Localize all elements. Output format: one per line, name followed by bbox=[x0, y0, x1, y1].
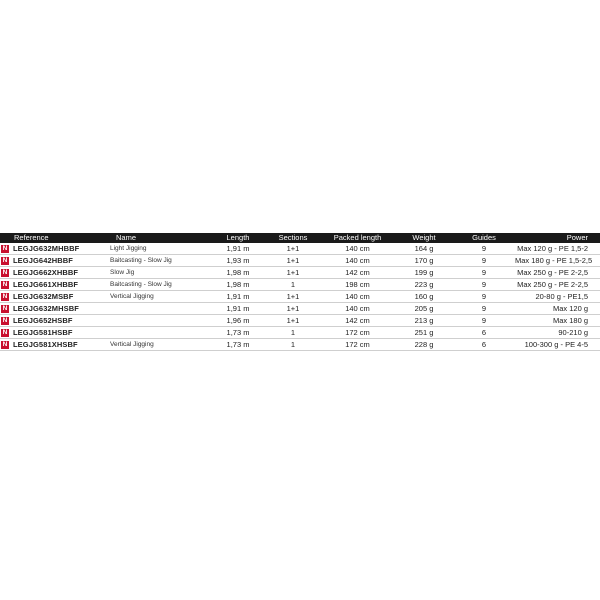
new-badge: N bbox=[2, 293, 8, 301]
reference-code: LEGJG581XHSBF bbox=[13, 340, 78, 349]
cell-reference bbox=[0, 339, 110, 351]
cell-length: 1,93 m bbox=[210, 255, 266, 267]
cell-name: Light Jigging bbox=[110, 243, 210, 255]
cell-reference bbox=[0, 267, 110, 279]
reference-code: LEGJG632MHBBF bbox=[13, 244, 80, 253]
table-row bbox=[0, 315, 600, 327]
cell-packed-length: 198 cm bbox=[320, 279, 395, 291]
cell-weight: 160 g bbox=[395, 291, 453, 303]
cell-power: Max 250 g - PE 2-2,5 bbox=[515, 279, 600, 291]
table-row bbox=[0, 267, 600, 279]
cell-length: 1,91 m bbox=[210, 243, 266, 255]
cell-packed-length: 172 cm bbox=[320, 339, 395, 351]
new-badge: N bbox=[2, 305, 8, 313]
cell-packed-length: 142 cm bbox=[320, 315, 395, 327]
reference-code: LEGJG581HSBF bbox=[13, 328, 73, 337]
cell-power: 90-210 g bbox=[515, 327, 600, 339]
cell-power: Max 120 g - PE 1,5-2 bbox=[515, 243, 600, 255]
reference-code: LEGJG652HSBF bbox=[13, 316, 73, 325]
table-row bbox=[0, 291, 600, 303]
header-power: Power bbox=[515, 233, 600, 243]
cell-reference bbox=[0, 303, 110, 315]
table-row bbox=[0, 303, 600, 315]
cell-power: Max 180 g bbox=[515, 315, 600, 327]
header-name: Name bbox=[110, 233, 210, 243]
product-spec-table bbox=[0, 233, 600, 351]
cell-guides: 9 bbox=[453, 267, 515, 279]
cell-name bbox=[110, 303, 210, 315]
table-row bbox=[0, 327, 600, 339]
cell-power: Max 120 g bbox=[515, 303, 600, 315]
cell-weight: 205 g bbox=[395, 303, 453, 315]
new-badge: N bbox=[2, 341, 8, 349]
cell-guides: 6 bbox=[453, 339, 515, 351]
cell-reference bbox=[0, 243, 110, 255]
cell-sections: 1 bbox=[266, 279, 320, 291]
cell-length: 1,96 m bbox=[210, 315, 266, 327]
cell-weight: 251 g bbox=[395, 327, 453, 339]
cell-guides: 9 bbox=[453, 279, 515, 291]
cell-length: 1,73 m bbox=[210, 327, 266, 339]
header-guides: Guides bbox=[453, 233, 515, 243]
cell-packed-length: 140 cm bbox=[320, 243, 395, 255]
cell-name: Vertical Jigging bbox=[110, 339, 210, 351]
cell-name: Baitcasting - Slow Jig bbox=[110, 279, 210, 291]
new-badge: N bbox=[2, 245, 8, 253]
cell-power: 20-80 g - PE1,5 bbox=[515, 291, 600, 303]
cell-guides: 6 bbox=[453, 327, 515, 339]
cell-name bbox=[110, 315, 210, 327]
cell-name: Baitcasting - Slow Jig bbox=[110, 255, 210, 267]
header-reference: Reference bbox=[0, 233, 110, 243]
header-weight: Weight bbox=[395, 233, 453, 243]
reference-code: LEGJG632MSBF bbox=[13, 292, 74, 301]
cell-guides: 9 bbox=[453, 243, 515, 255]
table-row bbox=[0, 279, 600, 291]
cell-length: 1,91 m bbox=[210, 303, 266, 315]
reference-code: LEGJG662XHBBF bbox=[13, 268, 79, 277]
cell-sections: 1+1 bbox=[266, 291, 320, 303]
cell-packed-length: 140 cm bbox=[320, 255, 395, 267]
cell-sections: 1+1 bbox=[266, 255, 320, 267]
new-badge: N bbox=[2, 317, 8, 325]
cell-reference bbox=[0, 255, 110, 267]
table-row bbox=[0, 339, 600, 351]
cell-packed-length: 142 cm bbox=[320, 267, 395, 279]
cell-length: 1,73 m bbox=[210, 339, 266, 351]
new-badge: N bbox=[2, 257, 8, 265]
cell-sections: 1+1 bbox=[266, 267, 320, 279]
cell-guides: 9 bbox=[453, 315, 515, 327]
header-row bbox=[0, 233, 600, 243]
cell-sections: 1+1 bbox=[266, 315, 320, 327]
cell-power: Max 180 g - PE 1,5-2,5 bbox=[515, 255, 600, 267]
cell-guides: 9 bbox=[453, 255, 515, 267]
cell-packed-length: 172 cm bbox=[320, 327, 395, 339]
cell-sections: 1 bbox=[266, 339, 320, 351]
reference-code: LEGJG642HBBF bbox=[13, 256, 73, 265]
table-header bbox=[0, 233, 600, 243]
cell-sections: 1+1 bbox=[266, 303, 320, 315]
cell-weight: 213 g bbox=[395, 315, 453, 327]
cell-power: 100-300 g - PE 4-5 bbox=[515, 339, 600, 351]
cell-name: Slow Jig bbox=[110, 267, 210, 279]
new-badge: N bbox=[2, 269, 8, 277]
cell-name: Vertical Jigging bbox=[110, 291, 210, 303]
cell-reference bbox=[0, 315, 110, 327]
cell-packed-length: 140 cm bbox=[320, 291, 395, 303]
cell-guides: 9 bbox=[453, 303, 515, 315]
cell-reference bbox=[0, 279, 110, 291]
table-body bbox=[0, 243, 600, 351]
cell-weight: 228 g bbox=[395, 339, 453, 351]
cell-sections: 1+1 bbox=[266, 243, 320, 255]
cell-packed-length: 140 cm bbox=[320, 303, 395, 315]
cell-weight: 170 g bbox=[395, 255, 453, 267]
header-packed-length: Packed length bbox=[320, 233, 395, 243]
new-badge: N bbox=[2, 281, 8, 289]
cell-guides: 9 bbox=[453, 291, 515, 303]
cell-reference bbox=[0, 327, 110, 339]
cell-reference bbox=[0, 291, 110, 303]
reference-code: LEGJG661XHBBF bbox=[13, 280, 79, 289]
cell-length: 1,98 m bbox=[210, 267, 266, 279]
reference-code: LEGJG632MHSBF bbox=[13, 304, 79, 313]
cell-weight: 164 g bbox=[395, 243, 453, 255]
cell-length: 1,98 m bbox=[210, 279, 266, 291]
new-badge: N bbox=[2, 329, 8, 337]
table-row bbox=[0, 243, 600, 255]
table-row bbox=[0, 255, 600, 267]
cell-weight: 223 g bbox=[395, 279, 453, 291]
cell-name bbox=[110, 327, 210, 339]
header-sections: Sections bbox=[266, 233, 320, 243]
cell-weight: 199 g bbox=[395, 267, 453, 279]
cell-length: 1,91 m bbox=[210, 291, 266, 303]
cell-power: Max 250 g - PE 2-2,5 bbox=[515, 267, 600, 279]
cell-sections: 1 bbox=[266, 327, 320, 339]
header-length: Length bbox=[210, 233, 266, 243]
